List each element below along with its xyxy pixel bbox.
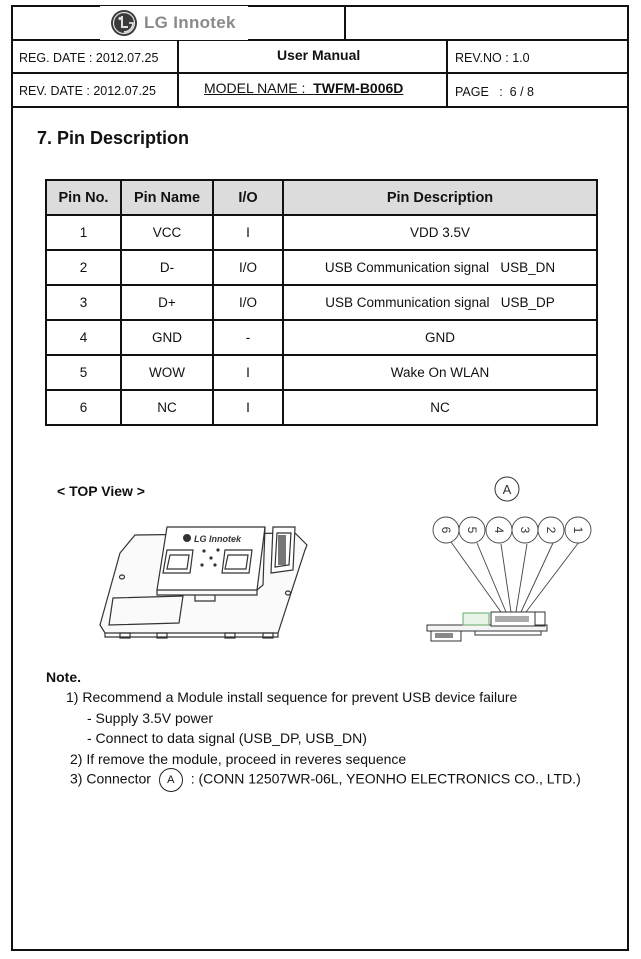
rev-date: REV. DATE : 2012.07.25	[19, 84, 156, 98]
note-item-1: 1) Recommend a Module install sequence for prevent USB device failure	[66, 689, 518, 705]
svg-text:5: 5	[465, 526, 479, 534]
svg-text:2: 2	[544, 526, 558, 534]
header-divider-3	[11, 106, 629, 108]
io-cell: -	[213, 320, 283, 355]
pin-callout-5	[459, 517, 485, 543]
pin-no-cell: 6	[46, 390, 121, 425]
pin-name-cell: WOW	[121, 355, 213, 390]
table-row	[46, 285, 597, 320]
pin-callout-6	[433, 517, 459, 543]
io-cell: I	[213, 355, 283, 390]
svg-text:4: 4	[492, 526, 506, 534]
revision-number: REV.NO : 1.0	[455, 51, 530, 65]
header-divider-2	[11, 72, 629, 74]
logo-text: LG Innotek	[144, 13, 236, 32]
document-title: User Manual	[277, 47, 361, 63]
pin-callout-1	[565, 517, 591, 543]
pin-callout-3	[512, 517, 538, 543]
note-item-1-sub-2: - Connect to data signal (USB_DP, USB_DN)	[87, 730, 367, 746]
note-item-3	[70, 768, 581, 792]
module-top-view-drawing	[95, 515, 325, 645]
connector-a-badge: A	[159, 768, 183, 792]
pin-name-cell: NC	[121, 390, 213, 425]
reg-date: REG. DATE : 2012.07.25	[19, 51, 159, 65]
table-row	[46, 320, 597, 355]
note-item-3-suffix: : (CONN 12507WR-06L, YEONHO ELECTRONICS CO., LTD.)	[190, 770, 581, 787]
table-row	[46, 355, 597, 390]
pin-description-table	[45, 179, 598, 426]
table-row	[46, 215, 597, 250]
note-item-1-sub-1: - Supply 3.5V power	[87, 710, 214, 726]
note-item-3-prefix: 3) Connector	[70, 770, 151, 787]
pin-description-cell: USB Communication signal USB_DP	[283, 285, 597, 320]
column-header-pin-no: Pin No.	[46, 180, 121, 215]
note-item-2: 2) If remove the module, proceed in reveres sequence	[70, 751, 407, 767]
model-name-label: MODEL NAME :	[204, 80, 306, 96]
connector-side-view-drawing	[415, 475, 615, 645]
pin-name-cell: D+	[121, 285, 213, 320]
header-vdivider-right	[446, 39, 448, 108]
page-number: PAGE : 6 / 8	[455, 85, 534, 99]
pin-name-cell: GND	[121, 320, 213, 355]
column-header-pin-name: Pin Name	[121, 180, 213, 215]
table-row	[46, 390, 597, 425]
table-header-row	[46, 180, 597, 215]
pin-callout-2	[538, 517, 564, 543]
company-logo	[100, 6, 248, 40]
lg-logo-icon	[110, 9, 138, 37]
pin-no-cell: 3	[46, 285, 121, 320]
svg-text:1: 1	[571, 526, 585, 534]
connector-a-label: A	[502, 482, 512, 497]
note-heading: Note.	[46, 669, 81, 685]
pin-description-cell: Wake On WLAN	[283, 355, 597, 390]
pin-no-cell: 4	[46, 320, 121, 355]
section-title: 7. Pin Description	[37, 128, 190, 148]
header-vdivider-left	[177, 39, 179, 108]
io-cell: I/O	[213, 250, 283, 285]
io-cell: I/O	[213, 285, 283, 320]
pin-no-cell: 2	[46, 250, 121, 285]
model-name-value: TWFM-B006D	[313, 80, 404, 96]
board-logo-text: LG Innotek	[194, 534, 241, 544]
pin-callout-4	[486, 517, 512, 543]
column-header-pin-description: Pin Description	[283, 180, 597, 215]
table-row	[46, 250, 597, 285]
column-header-io: I/O	[213, 180, 283, 215]
pin-description-cell: GND	[283, 320, 597, 355]
pin-name-cell: VCC	[121, 215, 213, 250]
model-name	[204, 80, 403, 96]
top-view-label: < TOP View >	[57, 483, 145, 499]
pin-name-cell: D-	[121, 250, 213, 285]
connector-a-callout	[495, 477, 519, 501]
pin-no-cell: 1	[46, 215, 121, 250]
io-cell: I	[213, 215, 283, 250]
pin-description-cell: NC	[283, 390, 597, 425]
header-vdivider-top	[344, 5, 346, 40]
pin-description-cell: VDD 3.5V	[283, 215, 597, 250]
svg-text:6: 6	[439, 526, 453, 534]
io-cell: I	[213, 390, 283, 425]
pin-no-cell: 5	[46, 355, 121, 390]
pin-description-cell: USB Communication signal USB_DN	[283, 250, 597, 285]
svg-text:3: 3	[518, 526, 532, 534]
